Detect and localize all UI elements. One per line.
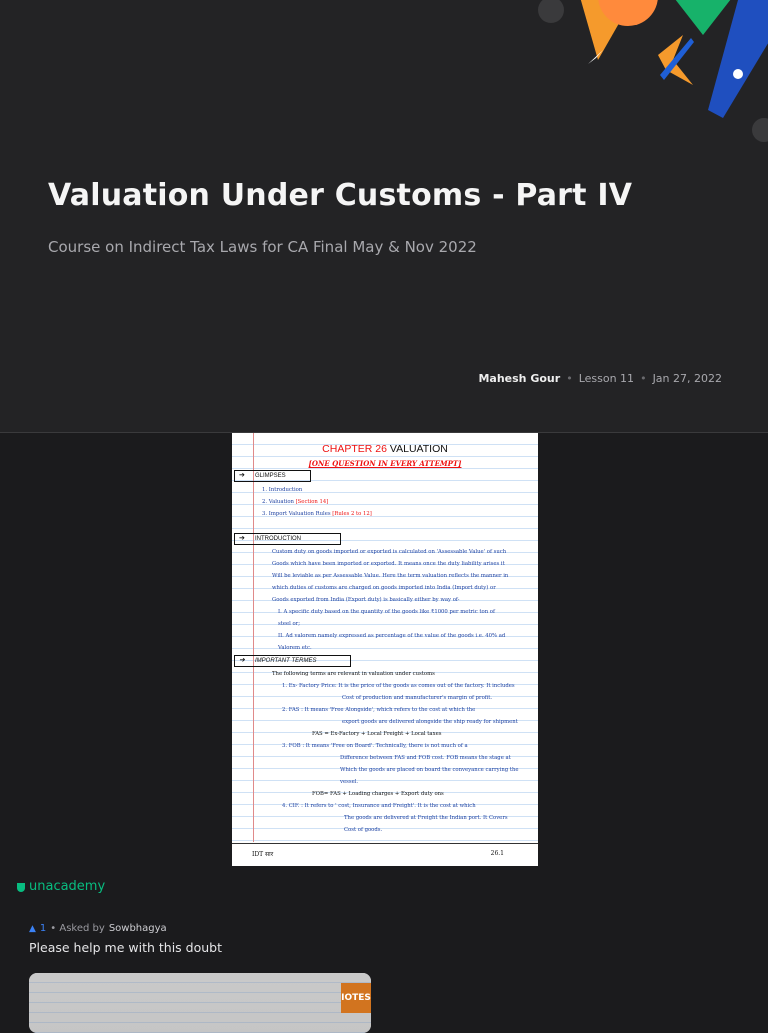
glimpse-item: 1. Introduction xyxy=(262,487,303,493)
note-line: Cost of production and manufacturer's margin of profit. xyxy=(342,695,493,701)
arrow-icon: ➔ xyxy=(239,472,245,479)
lesson-date: Jan 27, 2022 xyxy=(652,372,722,385)
note-line: Cost of goods. xyxy=(344,827,383,833)
notes-preview-strip xyxy=(0,433,768,866)
course-subtitle: Course on Indirect Tax Laws for CA Final May & Nov 2022 xyxy=(48,238,477,256)
chapter-number: CHAPTER 26 xyxy=(322,443,387,455)
note-line: The goods are delivered at Freight the Indian port. It Covers xyxy=(344,815,508,821)
section-box-glimpses xyxy=(234,470,311,482)
footer-left: IDT सार xyxy=(252,851,274,858)
page-number: 26.1 xyxy=(490,850,504,857)
notebook-cover-tag: IOTES xyxy=(341,983,371,1013)
section-label: INTRODUCTION xyxy=(255,536,301,542)
note-line: Difference between FAS and FOB cost. FOB means the stage at xyxy=(340,755,511,761)
upvote-count: 1 xyxy=(39,923,47,934)
note-line: FOB= FAS + Loading charges + Export duty ons xyxy=(312,791,444,797)
note-line: II. Ad valorem namely expressed as percentage of the value of the goods i.e. 40% ad xyxy=(278,633,506,639)
notebook-photo xyxy=(29,973,371,1033)
note-line: steel or; xyxy=(278,621,300,627)
note-line: 4. CIF. : It refers to ' cost, Insurance and Freight'. It is the cost at which xyxy=(282,803,476,809)
doubt-attachment-image[interactable] xyxy=(29,973,371,1033)
note-line: 3. FOB : It means 'Free on Board'. Technically, there is not much of a xyxy=(282,743,468,749)
glimpse-item: 2. Valuation [Section 14] xyxy=(262,499,329,505)
section-label: IMPORTANT TERMES xyxy=(255,658,317,664)
arrow-icon: ➔ xyxy=(239,535,245,542)
decorative-pen-illustration xyxy=(508,0,768,150)
doubt-question: Please help me with this doubt xyxy=(29,940,222,955)
glimpse-item: 3. Import Valuation Rules [Rules 2 to 12] xyxy=(262,511,372,517)
note-line: Valorem etc. xyxy=(278,645,312,651)
educator-name[interactable]: Mahesh Gour xyxy=(478,372,561,385)
note-line: 1. Ex- Factory Price: It is the price of the goods as comes out of the factory. It includes xyxy=(282,683,515,689)
note-line: Goods which have been imported or exported. It means once the duty liability arises it xyxy=(272,561,505,567)
section-label: GLIMPSES xyxy=(255,473,286,479)
notes-page[interactable] xyxy=(232,433,538,866)
brand-name: unacademy xyxy=(29,879,106,894)
page-margin-line xyxy=(253,433,254,842)
note-line: Which the goods are placed on board the conveyance carrying the xyxy=(340,767,519,773)
meta-separator: • xyxy=(566,372,573,385)
chapter-subheading: [ONE QUESTION IN EVERY ATTEMPT] xyxy=(308,459,462,468)
unacademy-logo-icon xyxy=(16,882,26,892)
note-line: which duties of customs are charged on goods imported into India (Import duty) or xyxy=(272,585,496,591)
note-line: Will be leviable as per Assessable Value. Here the term valuation reflects the manner in xyxy=(272,573,509,579)
lesson-title: Valuation Under Customs - Part IV xyxy=(48,178,633,213)
note-line: 2. FAS : It means 'Free Alongside', which refers to the cost at which the xyxy=(282,707,476,713)
lesson-meta xyxy=(478,372,722,385)
asker-name[interactable]: Sowbhagya xyxy=(108,923,167,934)
asked-by-label: • Asked by xyxy=(50,923,105,934)
chapter-title: VALUATION xyxy=(386,443,448,455)
note-line: The following terms are relevant in valuation under customs xyxy=(272,671,435,677)
upvote-icon[interactable]: ▲ xyxy=(29,923,36,934)
note-line: Goods exported from India (Export duty) is basically either by way of- xyxy=(272,597,460,603)
brand-logo[interactable] xyxy=(16,879,105,894)
arrow-icon: ➔ xyxy=(239,657,245,664)
section-box-terms xyxy=(234,655,351,667)
section-box-introduction xyxy=(234,533,341,545)
note-line: FAS = Ex-Factory + Local Freight + Local taxes xyxy=(312,731,442,737)
lesson-number: Lesson 11 xyxy=(578,372,635,385)
chapter-heading xyxy=(232,443,538,455)
doubt-section xyxy=(0,867,768,1024)
note-line: I. A specific duty based on the quantity of the goods like ₹1000 per metric ton of xyxy=(278,609,495,615)
lesson-hero-card[interactable] xyxy=(0,0,768,433)
note-line: export goods are delivered alongside the ship ready for shipment xyxy=(342,719,518,725)
meta-separator: • xyxy=(640,372,647,385)
page-footer xyxy=(232,843,538,866)
asked-by-row xyxy=(29,923,167,934)
note-line: Custom duty on goods imported or exported is calculated on 'Assessable Value' of such xyxy=(272,549,507,555)
note-line: vessel. xyxy=(340,779,359,785)
